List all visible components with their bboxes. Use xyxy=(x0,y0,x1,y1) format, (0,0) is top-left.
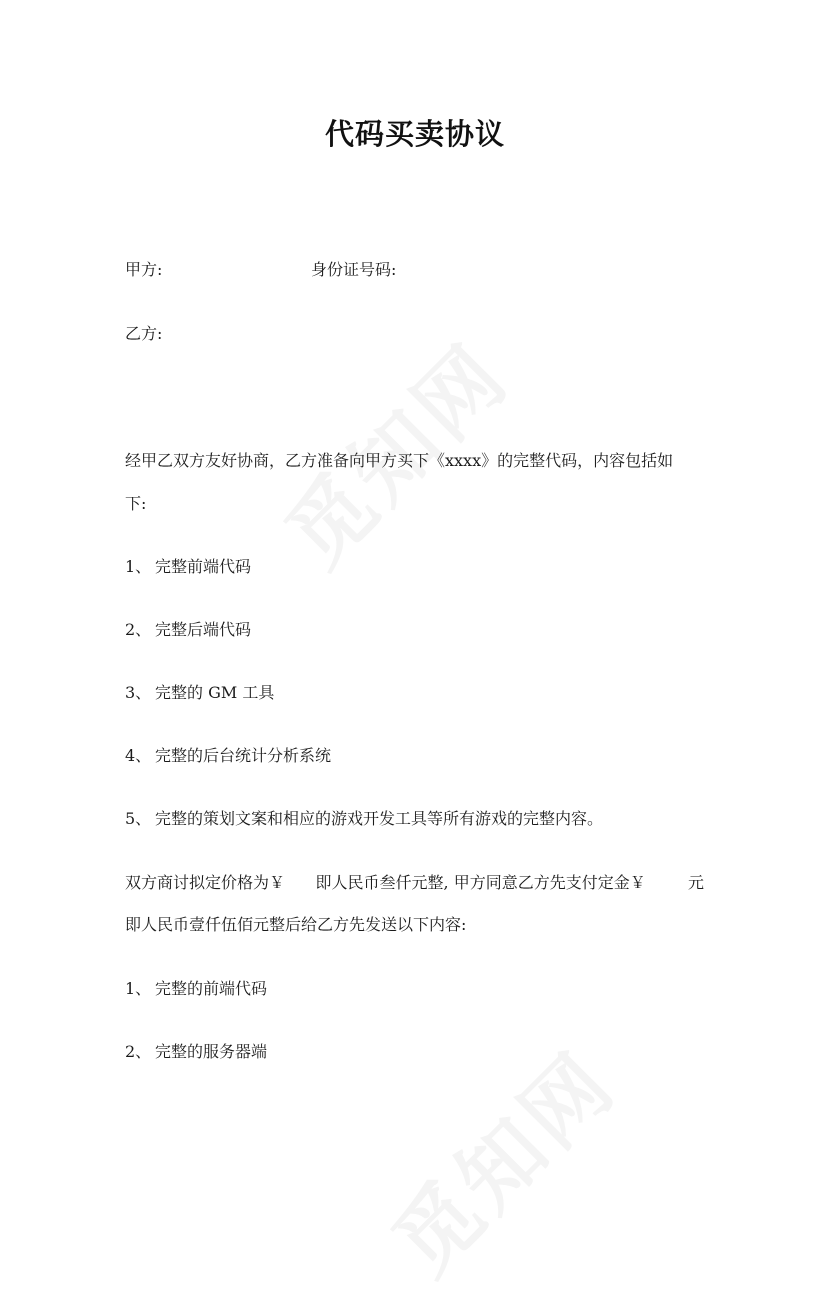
list-item xyxy=(125,808,603,830)
list-number: 5、 xyxy=(125,809,152,828)
list-number: 1、 xyxy=(125,979,152,998)
list-number: 1、 xyxy=(125,557,152,576)
list-item xyxy=(125,1041,267,1063)
list-text: 完整的前端代码 xyxy=(155,979,268,998)
list-text: 完整前端代码 xyxy=(155,557,252,576)
list-text: 完整后端代码 xyxy=(155,620,252,639)
list-item xyxy=(125,556,251,578)
document-title: 代码买卖协议 xyxy=(324,117,505,151)
list-number: 2、 xyxy=(125,1042,152,1061)
party-a-label: 甲方: xyxy=(125,260,163,279)
price-paragraph-line: 双方商讨拟定价格为￥ 即人民币叁仟元整, 甲方同意乙方先支付定金￥ xyxy=(125,873,646,892)
list-number: 2、 xyxy=(125,620,152,639)
list-text: 完整的后台统计分析系统 xyxy=(155,746,332,765)
list-item xyxy=(125,619,251,641)
list-text: 完整的策划文案和相应的游戏开发工具等所有游戏的完整内容。 xyxy=(155,809,604,828)
list-number: 4、 xyxy=(125,746,152,765)
id-number-label: 身份证号码: xyxy=(311,260,397,279)
price-unit: 元 xyxy=(688,873,705,892)
list-item xyxy=(125,978,267,1000)
watermark xyxy=(362,1020,638,1296)
list-item xyxy=(125,745,331,767)
price-paragraph-line: 即人民币壹仟伍佰元整后给乙方先发送以下内容: xyxy=(125,915,467,934)
party-b-label: 乙方: xyxy=(125,324,163,343)
list-text: 完整的 GM 工具 xyxy=(155,683,275,702)
list-text: 完整的服务器端 xyxy=(155,1042,268,1061)
intro-paragraph-line: 下: xyxy=(125,494,147,513)
list-number: 3、 xyxy=(125,683,152,702)
list-item xyxy=(125,682,274,704)
intro-paragraph-line: 经甲乙双方友好协商，乙方准备向甲方买下《xxxx》的完整代码，内容包括如 xyxy=(125,451,674,470)
